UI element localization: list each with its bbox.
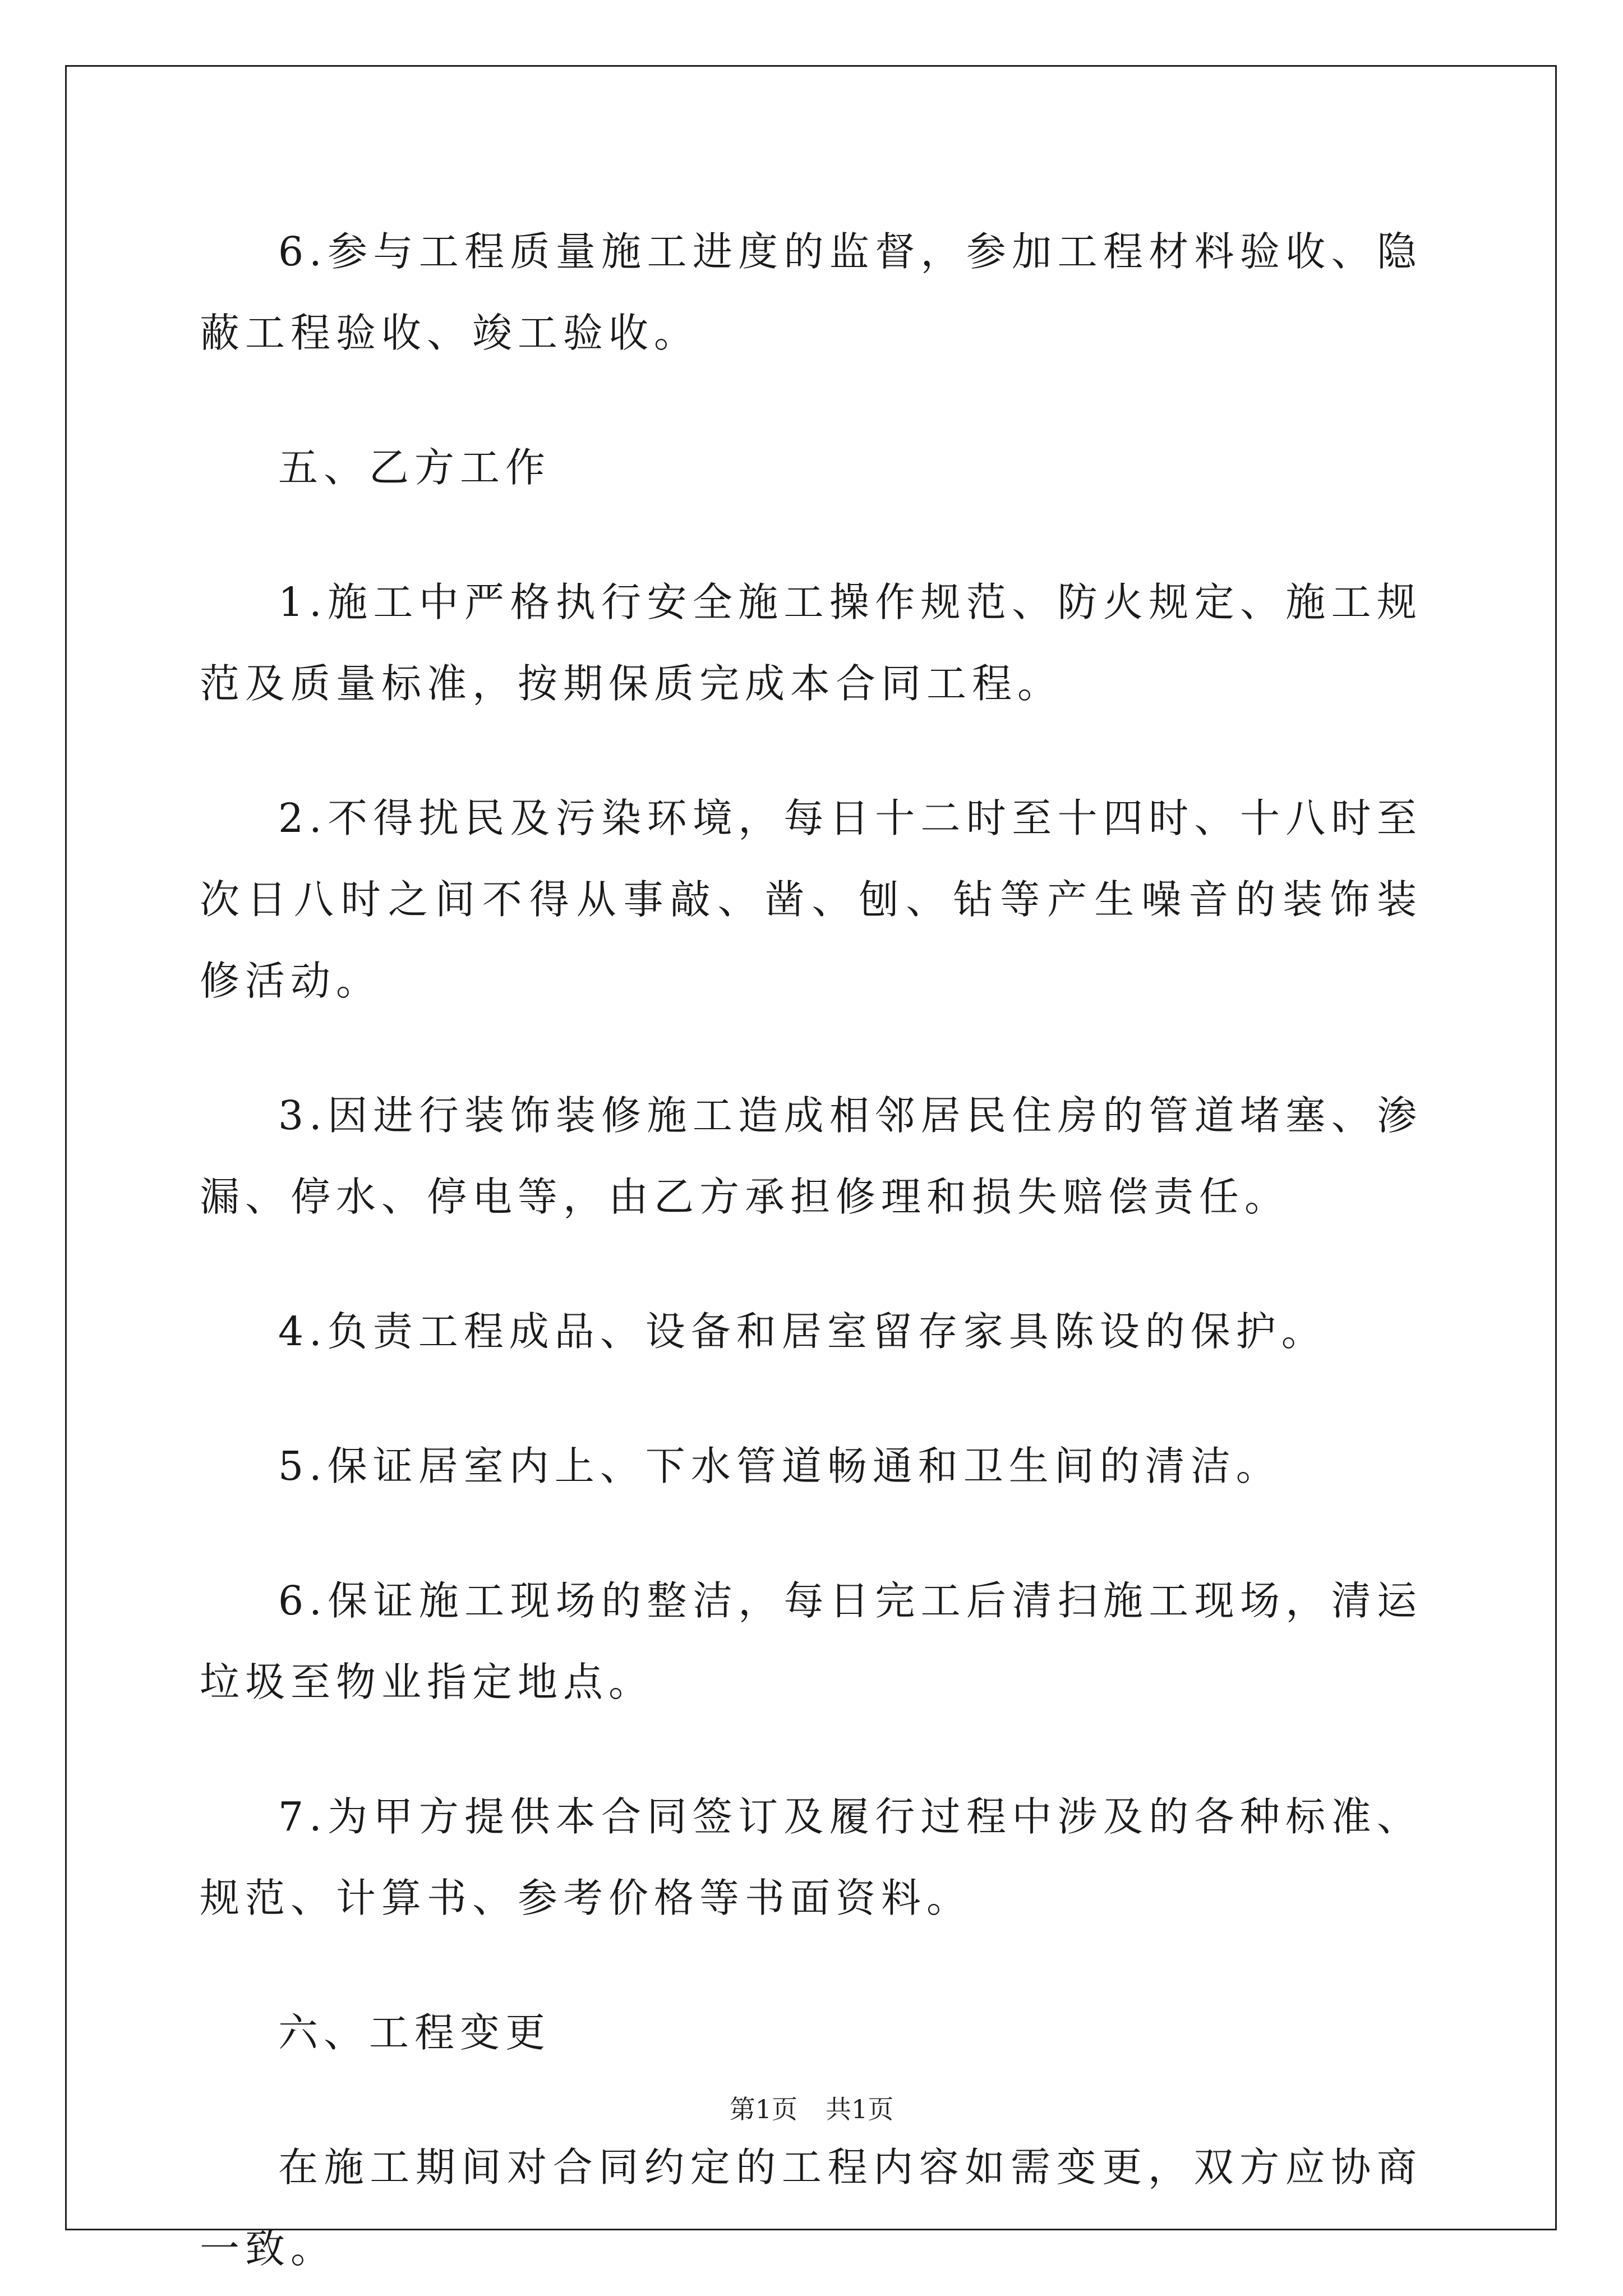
section-heading-changes: 六、工程变更 [278,2009,551,2056]
paragraph-plumbing: 5.保证居室内上、下水管道畅通和卫生间的清洁。 [278,1443,1281,1489]
section-heading-party-b-work: 五、乙方工作 [278,444,551,491]
page-number-current: 第1页 [729,2094,797,2124]
paragraph-safety-standards: 1.施工中严格执行安全施工操作规范、防火规定、施工规范及质量标准，按期保质完成本合同工程。 [200,579,1422,707]
paragraph-documents: 7.为甲方提供本合同签订及履行过程中涉及的各种标准、规范、计算书、参考价格等书面资料。 [200,1793,1422,1921]
paragraph-site-cleanliness: 6.保证施工现场的整洁，每日完工后清扫施工现场，清运垃圾至物业指定地点。 [200,1577,1422,1705]
paragraph-change-agreement: 在施工期间对合同约定的工程内容如需变更，双方应协商一致。 [200,2144,1422,2272]
page-number-total: 共1页 [826,2094,894,2124]
page-footer [0,2092,1623,2126]
document-body [200,211,1422,2289]
paragraph-noise-restrictions: 2.不得扰民及污染环境，每日十二时至十四时、十八时至次日八时之间不得从事敲、凿、刨、钻等产生噪音的装饰装修活动。 [200,795,1422,1004]
paragraph-supervision: 6.参与工程质量施工进度的监督，参加工程材料验收、隐蔽工程验收、竣工验收。 [200,228,1422,356]
paragraph-damage-liability: 3.因进行装饰装修施工造成相邻居民住房的管道堵塞、渗漏、停水、停电等，由乙方承担修理和损失赔偿责任。 [200,1092,1422,1220]
paragraph-protection: 4.负责工程成品、设备和居室留存家具陈设的保护。 [278,1308,1327,1355]
